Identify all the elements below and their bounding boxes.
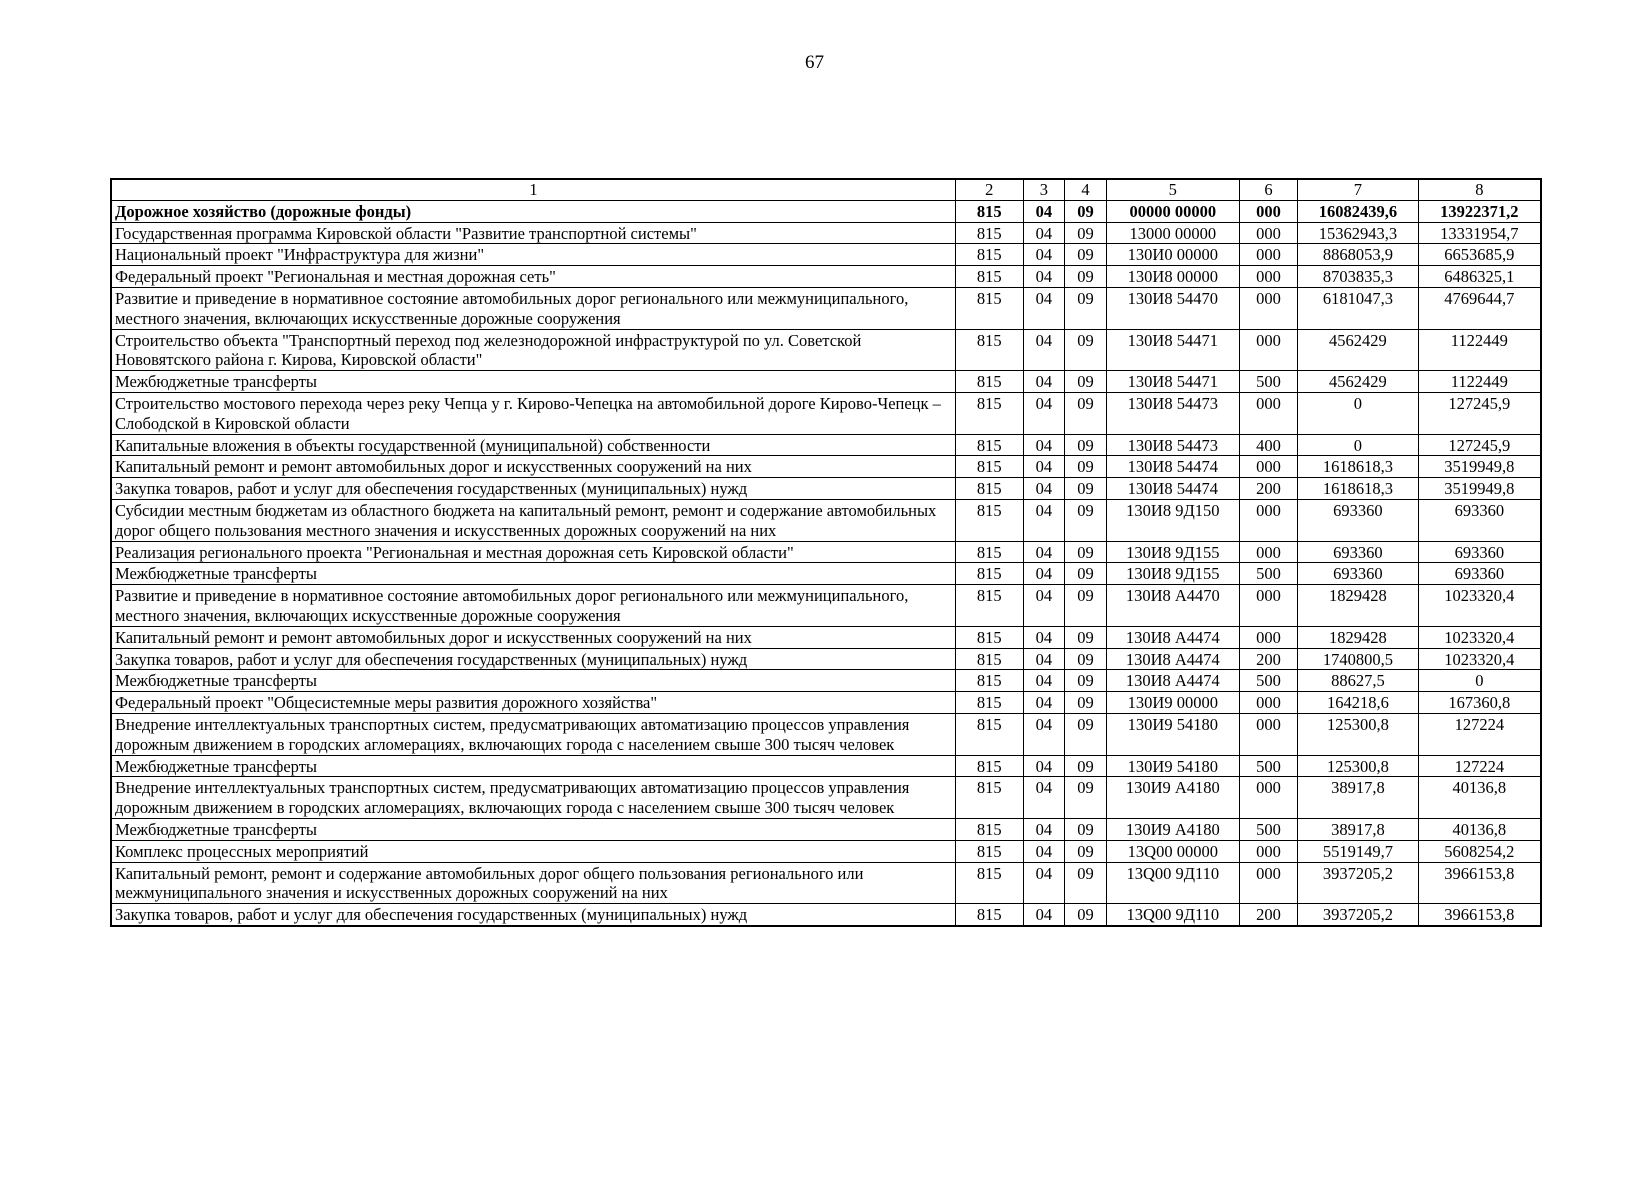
section-code-cell: 04 [1023, 670, 1065, 692]
row-name-cell: Межбюджетные трансферты [111, 670, 955, 692]
subsection-code-cell: 09 [1065, 670, 1107, 692]
expense-type-cell: 000 [1239, 862, 1297, 904]
expense-type-cell: 000 [1239, 222, 1297, 244]
amount-year2-cell: 1023320,4 [1418, 648, 1541, 670]
section-code-cell: 04 [1023, 563, 1065, 585]
expense-type-cell: 200 [1239, 478, 1297, 500]
ministry-code-cell: 815 [955, 478, 1023, 500]
amount-year2-cell: 6653685,9 [1418, 244, 1541, 266]
target-article-cell: 130И8 54470 [1106, 287, 1239, 329]
expense-type-cell: 000 [1239, 585, 1297, 627]
amount-year2-cell: 1122449 [1418, 371, 1541, 393]
table-row [111, 371, 1541, 393]
table-row [111, 818, 1541, 840]
budget-table [110, 178, 1542, 927]
amount-year2-cell: 127245,9 [1418, 434, 1541, 456]
ministry-code-cell: 815 [955, 456, 1023, 478]
row-name-cell: Межбюджетные трансферты [111, 563, 955, 585]
section-code-cell: 04 [1023, 329, 1065, 371]
target-article-cell: 130И9 54180 [1106, 713, 1239, 755]
section-code-cell: 04 [1023, 287, 1065, 329]
header-cell: 1 [111, 179, 955, 200]
subsection-code-cell: 09 [1065, 287, 1107, 329]
amount-year1-cell: 5519149,7 [1298, 840, 1419, 862]
target-article-cell: 130И8 А4474 [1106, 670, 1239, 692]
section-code-cell: 04 [1023, 200, 1065, 222]
ministry-code-cell: 815 [955, 499, 1023, 541]
table-row [111, 329, 1541, 371]
ministry-code-cell: 815 [955, 692, 1023, 714]
row-name-cell: Реализация регионального проекта "Региональная и местная дорожная сеть Кировской области" [111, 541, 955, 563]
ministry-code-cell: 815 [955, 541, 1023, 563]
header-cell: 4 [1065, 179, 1107, 200]
amount-year1-cell: 38917,8 [1298, 777, 1419, 819]
subsection-code-cell: 09 [1065, 840, 1107, 862]
table-row [111, 648, 1541, 670]
amount-year2-cell: 40136,8 [1418, 777, 1541, 819]
target-article-cell: 13000 00000 [1106, 222, 1239, 244]
row-name-cell: Межбюджетные трансферты [111, 818, 955, 840]
expense-type-cell: 500 [1239, 670, 1297, 692]
ministry-code-cell: 815 [955, 818, 1023, 840]
target-article-cell: 130И0 00000 [1106, 244, 1239, 266]
header-row [111, 179, 1541, 200]
row-name-cell: Развитие и приведение в нормативное состояние автомобильных дорог регионального или межмуниципального, местного значения, включающих искусственные дорожные сооружения [111, 585, 955, 627]
table-row [111, 222, 1541, 244]
ministry-code-cell: 815 [955, 585, 1023, 627]
subsection-code-cell: 09 [1065, 755, 1107, 777]
section-code-cell: 04 [1023, 626, 1065, 648]
amount-year1-cell: 1829428 [1298, 585, 1419, 627]
subsection-code-cell: 09 [1065, 563, 1107, 585]
table-row [111, 456, 1541, 478]
expense-type-cell: 000 [1239, 626, 1297, 648]
section-code-cell: 04 [1023, 692, 1065, 714]
header-cell: 6 [1239, 179, 1297, 200]
target-article-cell: 130И8 54471 [1106, 329, 1239, 371]
ministry-code-cell: 815 [955, 434, 1023, 456]
expense-type-cell: 500 [1239, 818, 1297, 840]
section-code-cell: 04 [1023, 862, 1065, 904]
target-article-cell: 00000 00000 [1106, 200, 1239, 222]
section-code-cell: 04 [1023, 755, 1065, 777]
amount-year2-cell: 127224 [1418, 755, 1541, 777]
subsection-code-cell: 09 [1065, 713, 1107, 755]
table-row [111, 478, 1541, 500]
row-name-cell: Национальный проект "Инфраструктура для жизни" [111, 244, 955, 266]
amount-year1-cell: 3937205,2 [1298, 862, 1419, 904]
amount-year1-cell: 15362943,3 [1298, 222, 1419, 244]
subsection-code-cell: 09 [1065, 648, 1107, 670]
target-article-cell: 13Q00 9Д110 [1106, 904, 1239, 926]
target-article-cell: 130И9 54180 [1106, 755, 1239, 777]
target-article-cell: 130И9 А4180 [1106, 818, 1239, 840]
ministry-code-cell: 815 [955, 287, 1023, 329]
subsection-code-cell: 09 [1065, 818, 1107, 840]
subsection-code-cell: 09 [1065, 392, 1107, 434]
amount-year1-cell: 8868053,9 [1298, 244, 1419, 266]
ministry-code-cell: 815 [955, 755, 1023, 777]
expense-type-cell: 000 [1239, 541, 1297, 563]
amount-year1-cell: 4562429 [1298, 371, 1419, 393]
expense-type-cell: 000 [1239, 200, 1297, 222]
section-code-cell: 04 [1023, 648, 1065, 670]
section-code-cell: 04 [1023, 392, 1065, 434]
amount-year2-cell: 693360 [1418, 499, 1541, 541]
section-code-cell: 04 [1023, 585, 1065, 627]
table-row [111, 777, 1541, 819]
subsection-code-cell: 09 [1065, 200, 1107, 222]
row-name-cell: Дорожное хозяйство (дорожные фонды) [111, 200, 955, 222]
amount-year1-cell: 4562429 [1298, 329, 1419, 371]
table-row [111, 862, 1541, 904]
table-row [111, 713, 1541, 755]
amount-year2-cell: 6486325,1 [1418, 266, 1541, 288]
expense-type-cell: 000 [1239, 840, 1297, 862]
expense-type-cell: 000 [1239, 287, 1297, 329]
subsection-code-cell: 09 [1065, 222, 1107, 244]
amount-year2-cell: 3519949,8 [1418, 478, 1541, 500]
amount-year2-cell: 4769644,7 [1418, 287, 1541, 329]
row-name-cell: Внедрение интеллектуальных транспортных систем, предусматривающих автоматизацию процессов управления дорожным движением в городских агломерациях, включающих города с населением свыше 300 тысяч человек [111, 777, 955, 819]
table-row [111, 266, 1541, 288]
amount-year2-cell: 3519949,8 [1418, 456, 1541, 478]
amount-year1-cell: 164218,6 [1298, 692, 1419, 714]
target-article-cell: 130И8 54474 [1106, 478, 1239, 500]
table-row [111, 670, 1541, 692]
section-code-cell: 04 [1023, 713, 1065, 755]
amount-year1-cell: 1829428 [1298, 626, 1419, 648]
subsection-code-cell: 09 [1065, 456, 1107, 478]
target-article-cell: 130И8 54471 [1106, 371, 1239, 393]
amount-year2-cell: 1122449 [1418, 329, 1541, 371]
amount-year1-cell: 6181047,3 [1298, 287, 1419, 329]
header-cell: 3 [1023, 179, 1065, 200]
amount-year2-cell: 127245,9 [1418, 392, 1541, 434]
table-row [111, 755, 1541, 777]
table-body [111, 179, 1541, 926]
amount-year2-cell: 127224 [1418, 713, 1541, 755]
row-name-cell: Субсидии местным бюджетам из областного бюджета на капитальный ремонт, ремонт и содержание автомобильных дорог общего пользования местного значения и искусственных дорожных сооружений на них [111, 499, 955, 541]
subsection-code-cell: 09 [1065, 371, 1107, 393]
row-name-cell: Закупка товаров, работ и услуг для обеспечения государственных (муниципальных) нужд [111, 648, 955, 670]
target-article-cell: 13Q00 00000 [1106, 840, 1239, 862]
target-article-cell: 130И8 9Д155 [1106, 563, 1239, 585]
expense-type-cell: 400 [1239, 434, 1297, 456]
target-article-cell: 130И8 А4470 [1106, 585, 1239, 627]
amount-year2-cell: 1023320,4 [1418, 585, 1541, 627]
section-code-cell: 04 [1023, 777, 1065, 819]
amount-year2-cell: 13922371,2 [1418, 200, 1541, 222]
table-row [111, 434, 1541, 456]
amount-year2-cell: 167360,8 [1418, 692, 1541, 714]
subsection-code-cell: 09 [1065, 777, 1107, 819]
ministry-code-cell: 815 [955, 648, 1023, 670]
amount-year1-cell: 1740800,5 [1298, 648, 1419, 670]
page-number: 67 [805, 52, 824, 73]
table-row [111, 499, 1541, 541]
amount-year2-cell: 693360 [1418, 541, 1541, 563]
row-name-cell: Внедрение интеллектуальных транспортных систем, предусматривающих автоматизацию процессов управления дорожным движением в городских агломерациях, включающих города с населением свыше 300 тысяч человек [111, 713, 955, 755]
row-name-cell: Строительство объекта "Транспортный переход под железнодорожной инфраструктурой по ул. Советской Нововятского района г. Кирова, Кировской области" [111, 329, 955, 371]
ministry-code-cell: 815 [955, 266, 1023, 288]
subsection-code-cell: 09 [1065, 434, 1107, 456]
section-code-cell: 04 [1023, 371, 1065, 393]
target-article-cell: 130И9 А4180 [1106, 777, 1239, 819]
section-code-cell: 04 [1023, 266, 1065, 288]
row-name-cell: Капитальный ремонт, ремонт и содержание автомобильных дорог общего пользования регионального или межмуниципального значения и искусственных дорожных сооружений на них [111, 862, 955, 904]
amount-year1-cell: 88627,5 [1298, 670, 1419, 692]
target-article-cell: 130И8 9Д155 [1106, 541, 1239, 563]
expense-type-cell: 000 [1239, 329, 1297, 371]
row-name-cell: Межбюджетные трансферты [111, 755, 955, 777]
table-row [111, 692, 1541, 714]
row-name-cell: Капитальный ремонт и ремонт автомобильных дорог и искусственных сооружений на них [111, 456, 955, 478]
table-row [111, 626, 1541, 648]
expense-type-cell: 000 [1239, 244, 1297, 266]
amount-year1-cell: 0 [1298, 434, 1419, 456]
section-code-cell: 04 [1023, 818, 1065, 840]
expense-type-cell: 200 [1239, 904, 1297, 926]
expense-type-cell: 000 [1239, 713, 1297, 755]
subsection-code-cell: 09 [1065, 692, 1107, 714]
row-name-cell: Закупка товаров, работ и услуг для обеспечения государственных (муниципальных) нужд [111, 904, 955, 926]
ministry-code-cell: 815 [955, 626, 1023, 648]
subsection-code-cell: 09 [1065, 499, 1107, 541]
row-name-cell: Комплекс процессных мероприятий [111, 840, 955, 862]
ministry-code-cell: 815 [955, 329, 1023, 371]
target-article-cell: 130И8 54473 [1106, 392, 1239, 434]
header-cell: 7 [1298, 179, 1419, 200]
ministry-code-cell: 815 [955, 371, 1023, 393]
subsection-code-cell: 09 [1065, 904, 1107, 926]
subsection-code-cell: 09 [1065, 585, 1107, 627]
row-name-cell: Развитие и приведение в нормативное состояние автомобильных дорог регионального или межмуниципального, местного значения, включающих искусственные дорожные сооружения [111, 287, 955, 329]
amount-year1-cell: 0 [1298, 392, 1419, 434]
subsection-code-cell: 09 [1065, 541, 1107, 563]
table-row [111, 904, 1541, 926]
header-cell: 8 [1418, 179, 1541, 200]
row-name-cell: Закупка товаров, работ и услуг для обеспечения государственных (муниципальных) нужд [111, 478, 955, 500]
amount-year1-cell: 1618618,3 [1298, 456, 1419, 478]
target-article-cell: 130И8 00000 [1106, 266, 1239, 288]
row-name-cell: Межбюджетные трансферты [111, 371, 955, 393]
amount-year2-cell: 13331954,7 [1418, 222, 1541, 244]
subsection-code-cell: 09 [1065, 862, 1107, 904]
table-row [111, 287, 1541, 329]
amount-year1-cell: 693360 [1298, 541, 1419, 563]
amount-year1-cell: 38917,8 [1298, 818, 1419, 840]
table-row [111, 392, 1541, 434]
expense-type-cell: 500 [1239, 755, 1297, 777]
subsection-code-cell: 09 [1065, 244, 1107, 266]
amount-year2-cell: 1023320,4 [1418, 626, 1541, 648]
table-row [111, 840, 1541, 862]
ministry-code-cell: 815 [955, 392, 1023, 434]
section-code-cell: 04 [1023, 456, 1065, 478]
ministry-code-cell: 815 [955, 222, 1023, 244]
amount-year1-cell: 693360 [1298, 563, 1419, 585]
expense-type-cell: 000 [1239, 692, 1297, 714]
expense-type-cell: 000 [1239, 456, 1297, 478]
table-row [111, 541, 1541, 563]
row-name-cell: Федеральный проект "Общесистемные меры развития дорожного хозяйства" [111, 692, 955, 714]
expense-type-cell: 000 [1239, 392, 1297, 434]
header-cell: 5 [1106, 179, 1239, 200]
expense-type-cell: 500 [1239, 371, 1297, 393]
target-article-cell: 130И8 54473 [1106, 434, 1239, 456]
target-article-cell: 130И8 А4474 [1106, 648, 1239, 670]
section-code-cell: 04 [1023, 222, 1065, 244]
amount-year1-cell: 8703835,3 [1298, 266, 1419, 288]
expense-type-cell: 000 [1239, 499, 1297, 541]
row-name-cell: Капитальный ремонт и ремонт автомобильных дорог и искусственных сооружений на них [111, 626, 955, 648]
amount-year2-cell: 3966153,8 [1418, 862, 1541, 904]
amount-year2-cell: 40136,8 [1418, 818, 1541, 840]
ministry-code-cell: 815 [955, 840, 1023, 862]
amount-year2-cell: 5608254,2 [1418, 840, 1541, 862]
subsection-code-cell: 09 [1065, 329, 1107, 371]
ministry-code-cell: 815 [955, 563, 1023, 585]
ministry-code-cell: 815 [955, 200, 1023, 222]
ministry-code-cell: 815 [955, 862, 1023, 904]
ministry-code-cell: 815 [955, 670, 1023, 692]
header-cell: 2 [955, 179, 1023, 200]
section-code-cell: 04 [1023, 904, 1065, 926]
section-code-cell: 04 [1023, 244, 1065, 266]
target-article-cell: 13Q00 9Д110 [1106, 862, 1239, 904]
row-name-cell: Государственная программа Кировской области "Развитие транспортной системы" [111, 222, 955, 244]
target-article-cell: 130И9 00000 [1106, 692, 1239, 714]
ministry-code-cell: 815 [955, 904, 1023, 926]
section-code-cell: 04 [1023, 541, 1065, 563]
table-row [111, 200, 1541, 222]
row-name-cell: Федеральный проект "Региональная и местная дорожная сеть" [111, 266, 955, 288]
section-code-cell: 04 [1023, 840, 1065, 862]
amount-year1-cell: 125300,8 [1298, 755, 1419, 777]
amount-year2-cell: 693360 [1418, 563, 1541, 585]
table-row [111, 244, 1541, 266]
amount-year2-cell: 0 [1418, 670, 1541, 692]
amount-year1-cell: 125300,8 [1298, 713, 1419, 755]
amount-year2-cell: 3966153,8 [1418, 904, 1541, 926]
target-article-cell: 130И8 А4474 [1106, 626, 1239, 648]
amount-year1-cell: 693360 [1298, 499, 1419, 541]
target-article-cell: 130И8 54474 [1106, 456, 1239, 478]
amount-year1-cell: 1618618,3 [1298, 478, 1419, 500]
expense-type-cell: 500 [1239, 563, 1297, 585]
ministry-code-cell: 815 [955, 777, 1023, 819]
table-row [111, 585, 1541, 627]
subsection-code-cell: 09 [1065, 266, 1107, 288]
amount-year1-cell: 16082439,6 [1298, 200, 1419, 222]
amount-year1-cell: 3937205,2 [1298, 904, 1419, 926]
section-code-cell: 04 [1023, 499, 1065, 541]
expense-type-cell: 000 [1239, 266, 1297, 288]
ministry-code-cell: 815 [955, 244, 1023, 266]
section-code-cell: 04 [1023, 478, 1065, 500]
ministry-code-cell: 815 [955, 713, 1023, 755]
subsection-code-cell: 09 [1065, 626, 1107, 648]
table-row [111, 563, 1541, 585]
target-article-cell: 130И8 9Д150 [1106, 499, 1239, 541]
expense-type-cell: 000 [1239, 777, 1297, 819]
section-code-cell: 04 [1023, 434, 1065, 456]
expense-type-cell: 200 [1239, 648, 1297, 670]
row-name-cell: Строительство мостового перехода через реку Чепца у г. Кирово-Чепецка на автомобильной дороге Кирово-Чепецк – Слободской в Кировской области [111, 392, 955, 434]
subsection-code-cell: 09 [1065, 478, 1107, 500]
row-name-cell: Капитальные вложения в объекты государственной (муниципальной) собственности [111, 434, 955, 456]
